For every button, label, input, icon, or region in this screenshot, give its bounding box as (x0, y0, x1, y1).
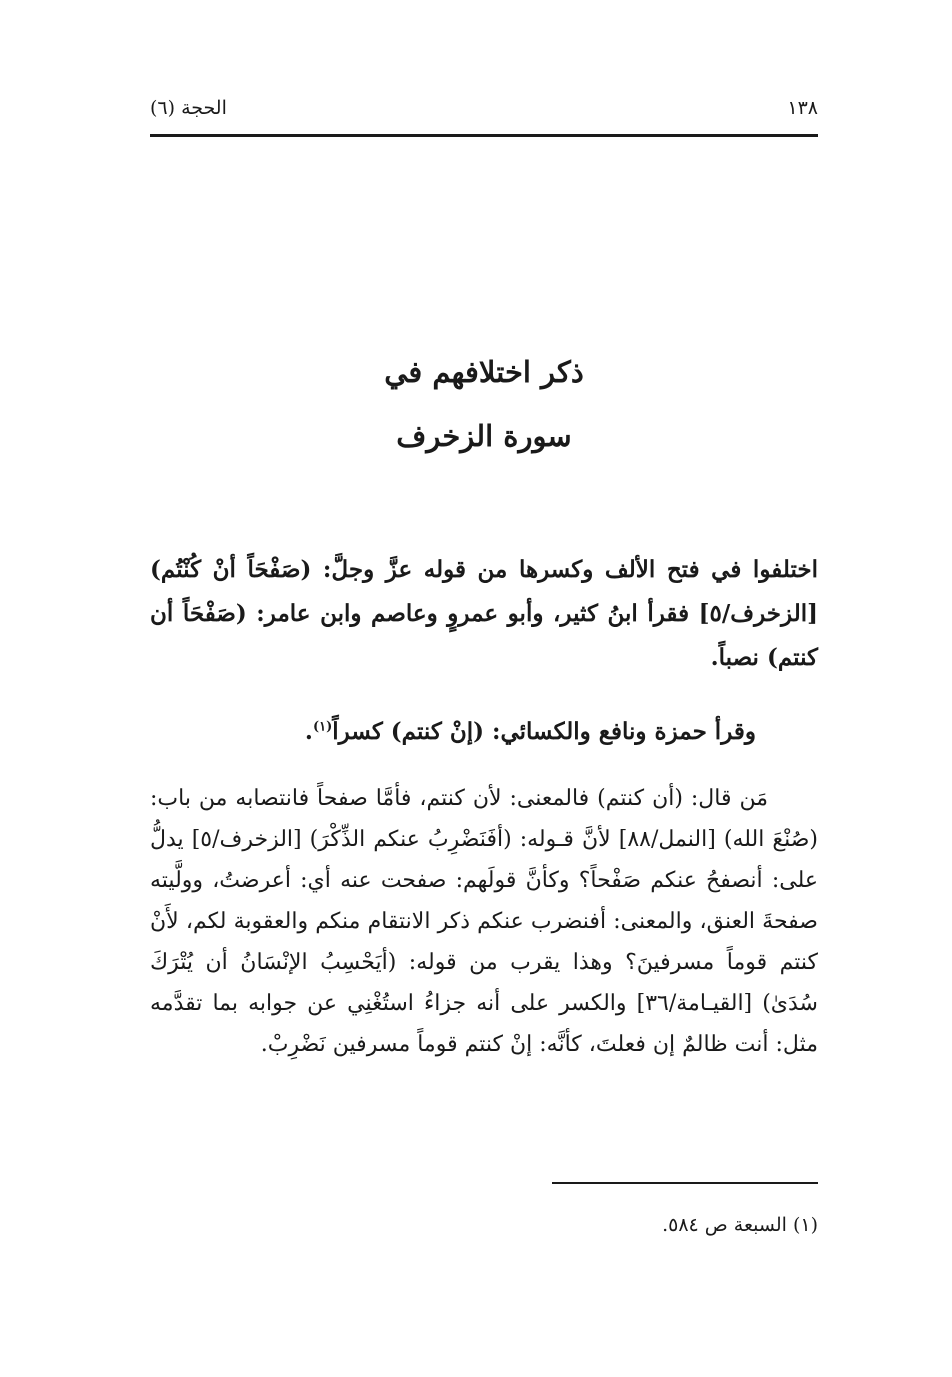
running-header (150, 88, 818, 128)
paragraph-3: مَن قال: (أن كنتم) فالمعنى: لأن كنتم، فأمَّا صفحاً فانتصابه من باب: (صُنْعَ الله) [النمل/٨٨] لأنَّ قـوله: (أفَنَضْرِبُ عنكم الذِّكْرَ) [الزخرف/٥] يدلُّ على: أنصفحُ عنكم صَفْحاً؟ وكأنَّ قولَهم: صفحت عنه أي: أعرضتُ، وولَّيته صفحةَ العنق، والمعنى: أفنضرب عنكم ذكر الانتقام منكم والعقوبة لكم، لأَنْ كنتم قوماً مسرفينَ؟ وهذا يقرب من قوله: (أيَحْسِبُ الإنْسَانُ أن يُتْرَكَ سُدَىٰ) [القيـامة/٣٦] والكسر على أنه جزاءُ استُغْنِي عن جوابه بما تقدَّمه مثل: أنت ظالمٌ إن فعلتَ، كأنَّه: إنْ كنتم قوماً مسرفين نَضْرِبْ. (150, 786, 819, 1057)
book-title: الحجة (٦) (150, 97, 227, 119)
section-title-line-2: سورة الزخرف (396, 419, 572, 453)
paragraph-2 (150, 710, 818, 754)
header-rule (150, 134, 818, 137)
paragraph-2-text: وقرأ حمزة ونافع والكسائي: (إنْ كنتم) كسراً (332, 718, 756, 745)
section-title (150, 340, 818, 468)
footnote: (١) السبعة ص ٥٨٤. (662, 1214, 818, 1236)
page-number: ١٣٨ (787, 97, 818, 119)
paragraph-2-end: . (304, 718, 313, 745)
paragraph-1: اختلفوا في فتح الألف وكسرها من قوله عزَّ وجلَّ: (صَفْحَاً أنْ كُنْتُم) [الزخرف/٥] فقرأ ابنُ كثير، وأبو عمروٍ وعاصم وابن عامر: (صَفْحَاً أن كنتم) نصباً. (150, 556, 818, 671)
section-title-line-1: ذكر اختلافهم في (384, 355, 584, 389)
footnote-reference: (١) (312, 719, 333, 735)
footnote-rule (552, 1182, 818, 1184)
